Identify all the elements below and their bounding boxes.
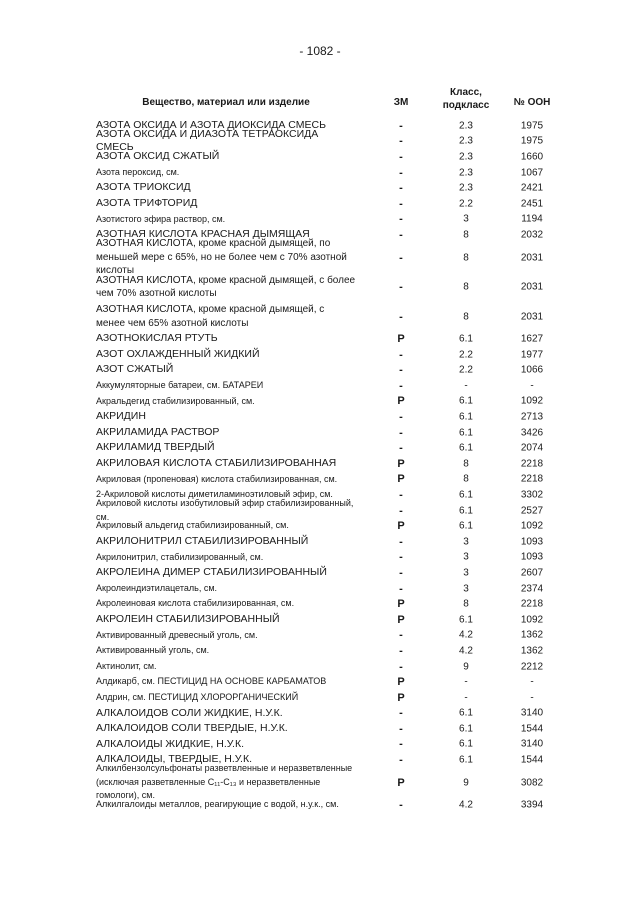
substance-name: Активированный уголь, см. xyxy=(96,645,210,656)
un-number: 1362 xyxy=(520,629,544,641)
class-code: - xyxy=(464,380,468,392)
substance-name: Акролеиндиэтилацеталь, см. xyxy=(96,582,218,593)
un-number: 2212 xyxy=(520,661,544,673)
table-row xyxy=(96,456,556,472)
class-code: 2.2 xyxy=(459,349,473,361)
substance-name: АКРИЛАМИД ТВЕРДЫЙ xyxy=(96,441,215,454)
substance-name: АКРИДИН xyxy=(96,410,146,423)
hazard-mark: - xyxy=(399,722,403,735)
hazard-mark: - xyxy=(399,488,403,501)
header-zm: ЗМ xyxy=(393,97,409,108)
hazard-mark: - xyxy=(399,754,403,767)
substance-name: Алдикарб, см. ПЕСТИЦИД НА ОСНОВЕ КАРБАМАТОВ xyxy=(96,676,327,687)
substance-name: Актинолит, см. xyxy=(96,660,157,671)
substance-name: Аккумуляторные батареи, см. БАТАРЕИ xyxy=(96,380,264,391)
un-number: - xyxy=(530,692,534,704)
substance-name: АКРОЛЕИН СТАБИЛИЗИРОВАННЫЙ xyxy=(96,612,280,625)
hazard-mark: - xyxy=(399,582,403,595)
substance-name: АЛКАЛОИДЫ, ТВЕРДЫЕ, Н.У.К. xyxy=(96,753,253,766)
header-name: Вещество, материал или изделие xyxy=(142,97,310,108)
substance-name: Акролеиновая кислота стабилизированная, см. xyxy=(96,598,295,609)
substance-name: Алдрин, см. ПЕСТИЦИД ХЛОРОРГАНИЧЕСКИЙ xyxy=(96,691,299,702)
class-code: 8 xyxy=(463,598,469,610)
table-row xyxy=(96,550,556,566)
un-number: 2527 xyxy=(520,505,544,517)
class-code: 8 xyxy=(463,229,469,241)
un-number: 2218 xyxy=(520,458,544,470)
un-number: 2451 xyxy=(520,198,544,210)
class-code: 3 xyxy=(463,583,469,595)
class-code: 2.2 xyxy=(459,364,473,376)
hazard-mark: - xyxy=(399,197,403,210)
substance-name: АЗОТА ОКСИДА И ДИАЗОТА ТЕТРАОКСИДА СМЕСЬ xyxy=(96,127,319,154)
substance-name: АЗОТНАЯ КИСЛОТА, кроме красной дымящей, по меньшей мере с 65%, но не более чем с 70% азотной кислоты xyxy=(96,238,347,277)
class-code: 6.1 xyxy=(459,614,473,626)
hazard-mark: - xyxy=(399,166,403,179)
substance-name: АЗОТ ОХЛАЖДЕННЫЙ ЖИДКИЙ xyxy=(96,347,260,360)
hazard-mark: - xyxy=(399,411,403,424)
class-code: 2.3 xyxy=(459,120,473,132)
un-number: 3394 xyxy=(520,799,544,811)
table-row xyxy=(96,238,556,277)
table-row xyxy=(96,347,556,363)
hazard-mark: - xyxy=(399,150,403,163)
table-row xyxy=(96,581,556,597)
class-code: 6.1 xyxy=(459,520,473,532)
un-number: 1092 xyxy=(520,520,544,532)
substance-name: АЗОТНАЯ КИСЛОТА, кроме красной дымящей, с более чем 70% азотной кислоты xyxy=(96,274,356,299)
un-number: 1627 xyxy=(520,333,544,345)
table-row xyxy=(96,643,556,659)
table-row xyxy=(96,659,556,675)
table-row xyxy=(96,331,556,347)
table-header xyxy=(96,86,556,118)
un-number: 1194 xyxy=(521,213,543,225)
table-row xyxy=(96,425,556,441)
un-number: 1975 xyxy=(520,120,544,132)
class-code: 6.1 xyxy=(459,333,473,345)
table-row xyxy=(96,180,556,196)
hazard-mark: - xyxy=(399,281,403,293)
header-un-number: № ООН xyxy=(513,97,551,108)
class-code: 3 xyxy=(463,536,469,548)
class-code: - xyxy=(464,692,468,704)
class-code: 2.3 xyxy=(459,151,473,163)
substance-name: АКРИЛОНИТРИЛ СТАБИЛИЗИРОВАННЫЙ xyxy=(96,535,309,548)
table-row xyxy=(96,565,556,581)
class-code: 4.2 xyxy=(459,629,473,641)
substance-name: Акриловой кислоты изобутиловый эфир стабилизированный, см. xyxy=(96,498,354,522)
substance-name: АЗОТНАЯ КИСЛОТА, кроме красной дымящей, с менее чем 65% азотной кислоты xyxy=(96,304,325,329)
un-number: 2374 xyxy=(520,583,544,595)
class-code: - xyxy=(464,676,468,688)
class-code: 2.3 xyxy=(459,135,473,147)
un-number: 2074 xyxy=(520,442,544,454)
un-number: 1093 xyxy=(520,551,544,563)
substance-name: АКРОЛЕИНА ДИМЕР СТАБИЛИЗИРОВАННЫЙ xyxy=(96,566,327,579)
substance-name: Акриловая (пропеновая) кислота стабилизированная, см. xyxy=(96,473,338,484)
hazard-mark: - xyxy=(399,135,403,148)
class-code: 6.1 xyxy=(459,723,473,735)
table-row xyxy=(96,440,556,456)
table-row xyxy=(96,763,556,801)
class-code: 8 xyxy=(463,252,469,263)
class-code: 8 xyxy=(463,281,469,293)
un-number: 1975 xyxy=(520,135,544,147)
hazard-mark: Р xyxy=(397,598,405,611)
table-row xyxy=(96,302,556,332)
un-number: 1092 xyxy=(520,395,544,407)
hazard-mark: Р xyxy=(397,776,405,789)
hazard-mark: Р xyxy=(397,333,405,346)
hazard-mark: - xyxy=(399,551,403,564)
hazard-mark: Р xyxy=(397,457,405,470)
un-number: - xyxy=(530,380,534,392)
substance-name: Акриловый альдегид стабилизированный, см. xyxy=(96,520,289,531)
table-row xyxy=(96,628,556,644)
substance-name: Азота пероксид, см. xyxy=(96,166,180,177)
un-number: 3302 xyxy=(520,489,544,501)
table-row xyxy=(96,394,556,410)
class-code: 2.3 xyxy=(459,167,473,179)
class-code: 6.1 xyxy=(459,427,473,439)
substance-name: АЗОТА ОКСИД СЖАТЫЙ xyxy=(96,150,220,163)
substance-name: Акрилонитрил, стабилизированный, см. xyxy=(96,551,264,562)
table-row xyxy=(96,721,556,737)
substance-name: АЗОТНАЯ КИСЛОТА КРАСНАЯ ДЫМЯЩАЯ xyxy=(96,228,310,241)
hazard-mark: - xyxy=(399,426,403,439)
hazard-mark: Р xyxy=(397,473,405,486)
table-row xyxy=(96,534,556,550)
un-number: 3140 xyxy=(520,707,544,719)
table-row xyxy=(96,518,556,534)
class-code: 3 xyxy=(463,551,469,563)
substance-name: Азотистого эфира раствор, см. xyxy=(96,213,226,224)
hazard-mark: - xyxy=(399,799,403,812)
un-number: 1092 xyxy=(520,614,544,626)
class-code: 6.1 xyxy=(459,442,473,454)
substance-name: АЛКАЛОИДОВ СОЛИ ЖИДКИЕ, Н.У.К. xyxy=(96,706,283,719)
hazard-mark: Р xyxy=(397,676,405,689)
hazard-mark: Р xyxy=(397,613,405,626)
hazard-mark: - xyxy=(399,738,403,751)
table-row xyxy=(96,612,556,628)
un-number: 2421 xyxy=(520,182,544,194)
table-row xyxy=(96,196,556,212)
un-number: 2218 xyxy=(520,598,544,610)
un-number: 1544 xyxy=(520,754,544,766)
un-number: 1066 xyxy=(520,364,544,376)
hazard-mark: - xyxy=(399,364,403,377)
un-number: 2031 xyxy=(520,311,544,322)
class-code: 2.3 xyxy=(459,182,473,194)
hazard-mark: Р xyxy=(397,520,405,533)
un-number: 1660 xyxy=(520,151,544,163)
class-code: 6.1 xyxy=(459,754,473,766)
substance-name: АЗОТ СЖАТЫЙ xyxy=(96,363,174,376)
table-body xyxy=(96,118,556,813)
class-code: 9 xyxy=(463,661,469,673)
table-row xyxy=(96,706,556,722)
hazard-mark: Р xyxy=(397,395,405,408)
un-number: 2713 xyxy=(520,411,544,423)
table-row xyxy=(96,362,556,378)
substance-name: АЛКАЛОИДЫ ЖИДКИЕ, Н.У.К. xyxy=(96,737,244,750)
hazard-mark: - xyxy=(399,504,403,517)
hazard-mark: - xyxy=(399,644,403,657)
table-row xyxy=(96,472,556,488)
un-number: 2031 xyxy=(520,252,544,263)
un-number: 1544 xyxy=(520,723,544,735)
un-number: 2031 xyxy=(520,281,544,293)
hazard-mark: - xyxy=(399,379,403,392)
class-code: 6.1 xyxy=(459,707,473,719)
un-number: 3082 xyxy=(520,777,544,789)
table-row xyxy=(96,797,556,813)
page-number: - 1082 - xyxy=(299,44,341,58)
class-code: 6.1 xyxy=(459,395,473,407)
hazard-mark: - xyxy=(399,348,403,361)
table-row xyxy=(96,498,556,522)
un-number: - xyxy=(530,676,534,688)
substance-name: Активированный древесный уголь, см. xyxy=(96,629,258,640)
table-row xyxy=(96,409,556,425)
hazard-mark: - xyxy=(399,228,403,241)
un-number: 3140 xyxy=(520,738,544,750)
hazard-mark: Р xyxy=(397,691,405,704)
substance-name: АЗОТА ТРИФТОРИД xyxy=(96,197,198,210)
un-number: 2218 xyxy=(520,473,544,485)
table-row xyxy=(96,272,556,302)
hazard-mark: - xyxy=(399,660,403,673)
table-row xyxy=(96,737,556,753)
class-code: 3 xyxy=(463,567,469,579)
substance-name: Алкилгалоиды металлов, реагирующие с водой, н.у.к., см. xyxy=(96,799,339,810)
class-code: 3 xyxy=(463,213,469,225)
header-class: Класс, подкласс xyxy=(442,87,490,111)
substance-name: АЗОТА ОКСИДА И АЗОТА ДИОКСИДА СМЕСЬ xyxy=(96,119,326,132)
substance-name: АЗОТА ТРИОКСИД xyxy=(96,181,191,194)
hazard-mark: - xyxy=(399,310,403,323)
class-code: 8 xyxy=(463,458,469,470)
un-number: 3426 xyxy=(520,427,544,439)
class-code: 6.1 xyxy=(459,738,473,750)
table-row xyxy=(96,165,556,181)
substance-name: Алкилбензолсульфонаты разветвленные и неразветвленные (исключая разветвленные C₁₁-C₁₃ и неразветвленные гомологи), см. xyxy=(96,763,353,801)
substance-name: АЗОТНОКИСЛАЯ РТУТЬ xyxy=(96,332,218,345)
substance-name: АКРИЛАМИДА РАСТВОР xyxy=(96,425,220,438)
un-number: 1093 xyxy=(520,536,544,548)
hazard-mark: - xyxy=(399,535,403,548)
hazard-mark: - xyxy=(399,629,403,642)
class-code: 6.1 xyxy=(459,505,473,517)
class-code: 8 xyxy=(463,311,469,322)
class-code: 8 xyxy=(463,473,469,485)
hazard-mark: - xyxy=(399,442,403,455)
class-code: 9 xyxy=(463,777,469,789)
un-number: 1067 xyxy=(520,167,544,179)
un-number: 2032 xyxy=(520,229,544,241)
hazard-mark: - xyxy=(399,566,403,579)
class-code: 4.2 xyxy=(459,645,473,657)
hazard-mark: - xyxy=(399,119,403,132)
hazard-mark: - xyxy=(399,182,403,195)
un-number: 1362 xyxy=(520,645,544,657)
table-row xyxy=(96,149,556,165)
table-row xyxy=(96,596,556,612)
hazard-mark: - xyxy=(399,213,403,226)
table-row xyxy=(96,690,556,706)
table-row xyxy=(96,212,556,228)
class-code: 6.1 xyxy=(459,411,473,423)
hazard-mark: - xyxy=(399,251,403,264)
class-code: 4.2 xyxy=(459,799,473,811)
un-number: 2607 xyxy=(520,567,544,579)
class-code: 6.1 xyxy=(459,489,473,501)
class-code: 2.2 xyxy=(459,198,473,210)
table-row xyxy=(96,674,556,690)
substance-name: АЛКАЛОИДОВ СОЛИ ТВЕРДЫЕ, Н.У.К. xyxy=(96,722,288,735)
substance-name: Акральдегид стабилизированный, см. xyxy=(96,395,255,406)
hazard-mark: - xyxy=(399,707,403,720)
table-row xyxy=(96,127,556,154)
substance-name: 2-Акриловой кислоты диметиламиноэтиловый эфир, см. xyxy=(96,489,333,500)
un-number: 1977 xyxy=(520,349,544,361)
table-row xyxy=(96,378,556,394)
substance-name: АКРИЛОВАЯ КИСЛОТА СТАБИЛИЗИРОВАННАЯ xyxy=(96,457,337,470)
